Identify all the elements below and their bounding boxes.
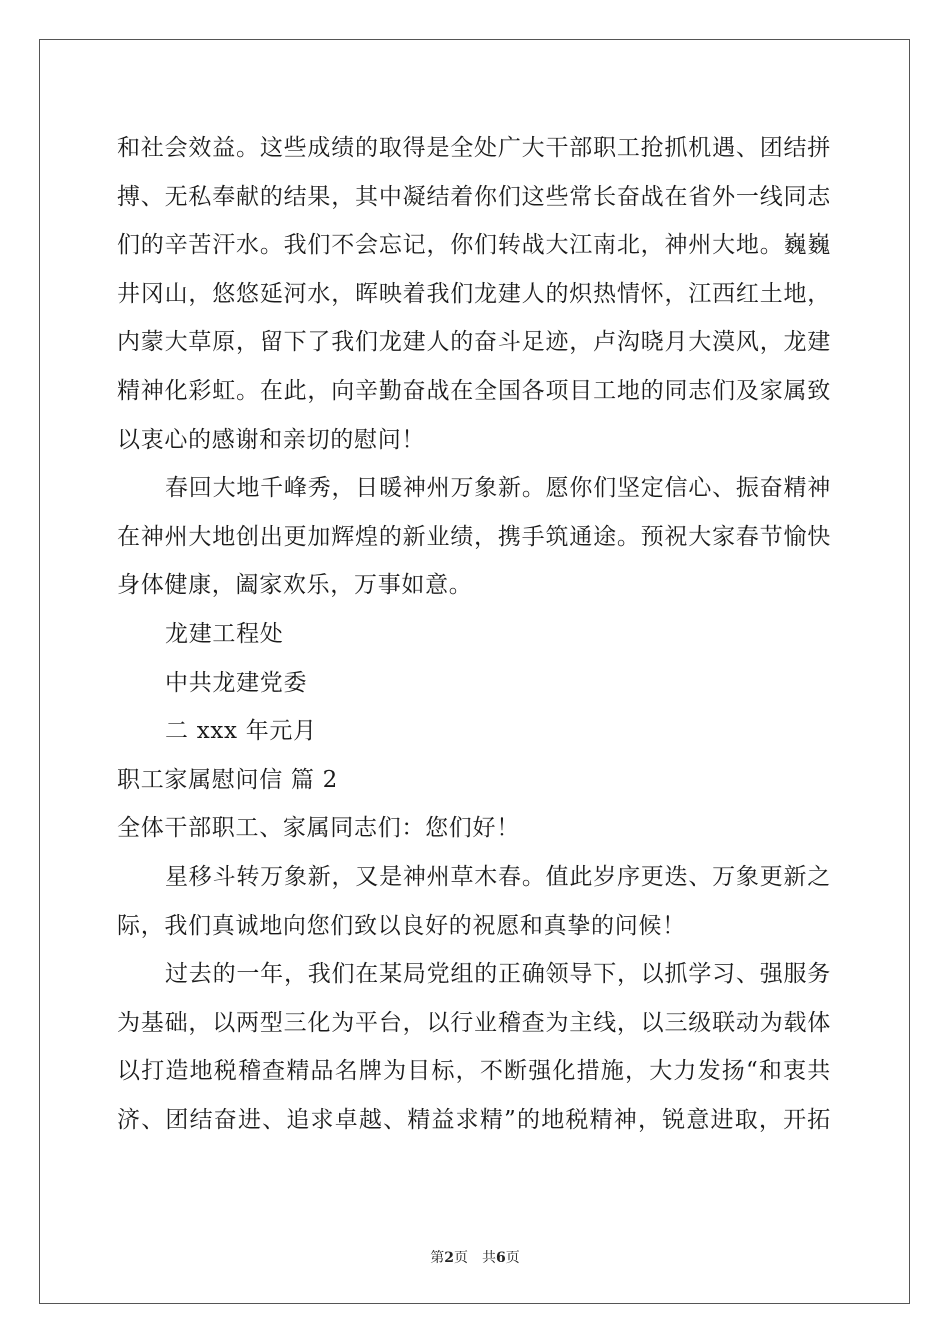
total-pages-prefix: 共 xyxy=(482,1250,496,1266)
paragraph-line: 在神州大地创出更加辉煌的新业绩，携手筑通途。预祝大家春节愉快 xyxy=(117,523,831,550)
page-number-suffix: 页 xyxy=(454,1250,468,1266)
page-number-current: 2 xyxy=(444,1250,454,1266)
paragraph-line: 春回大地千峰秀，日暖神州万象新。愿你们坚定信心、振奋精神 xyxy=(165,475,831,502)
paragraph-line: 们的辛苦汗水。我们不会忘记，你们转战大江南北，神州大地。巍巍 xyxy=(117,232,831,259)
document-body xyxy=(117,124,837,1144)
signature-organization: 龙建工程处 xyxy=(165,620,284,647)
paragraph-line: 以衷心的感谢和亲切的慰问！ xyxy=(117,426,426,453)
paragraph-line: 和社会效益。这些成绩的取得是全处广大干部职工抢抓机遇、团结拼 xyxy=(117,135,831,161)
page-footer xyxy=(0,1247,950,1267)
total-pages-suffix: 页 xyxy=(505,1250,520,1266)
page-number-prefix: 第 xyxy=(430,1250,445,1266)
paragraph-line: 井冈山，悠悠延河水，晖映着我们龙建人的炽热情怀，江西红土地， xyxy=(117,280,831,307)
total-pages-count: 6 xyxy=(496,1250,506,1266)
paragraph-line: 内蒙大草原，留下了我们龙建人的奋斗足迹，卢沟晓月大漠风，龙建 xyxy=(117,329,831,356)
salutation: 全体干部职工、家属同志们：您们好！ xyxy=(117,815,520,842)
paragraph-line: 星移斗转万象新，又是神州草木春。值此岁序更迭、万象更新之 xyxy=(165,863,831,890)
section-title: 职工家属慰问信 篇 2 xyxy=(117,766,338,793)
paragraph-line: 搏、无私奉献的结果，其中凝结着你们这些常长奋战在省外一线同志 xyxy=(117,183,831,210)
paragraph-line: 过去的一年，我们在某局党组的正确领导下，以抓学习、强服务 xyxy=(165,961,831,988)
paragraph-line: 为基础，以两型三化为平台，以行业稽查为主线，以三级联动为载体 xyxy=(117,1009,831,1036)
paragraph-line: 以打造地税稽查精品名牌为目标，不断强化措施，大力发扬“和衷共 xyxy=(117,1058,831,1085)
paragraph-line: 济、团结奋进、追求卓越、精益求精”的地税精神，锐意进取，开拓 xyxy=(117,1106,831,1133)
signature-party-committee: 中共龙建党委 xyxy=(165,669,308,696)
paragraph-line: 精神化彩虹。在此，向辛勤奋战在全国各项目工地的同志们及家属致 xyxy=(117,377,831,404)
signature-date: 二 xxx 年元月 xyxy=(165,718,317,745)
paragraph-line: 际，我们真诚地向您们致以良好的祝愿和真挚的问候！ xyxy=(117,912,686,939)
paragraph-line: 身体健康，阖家欢乐，万事如意。 xyxy=(117,572,473,599)
